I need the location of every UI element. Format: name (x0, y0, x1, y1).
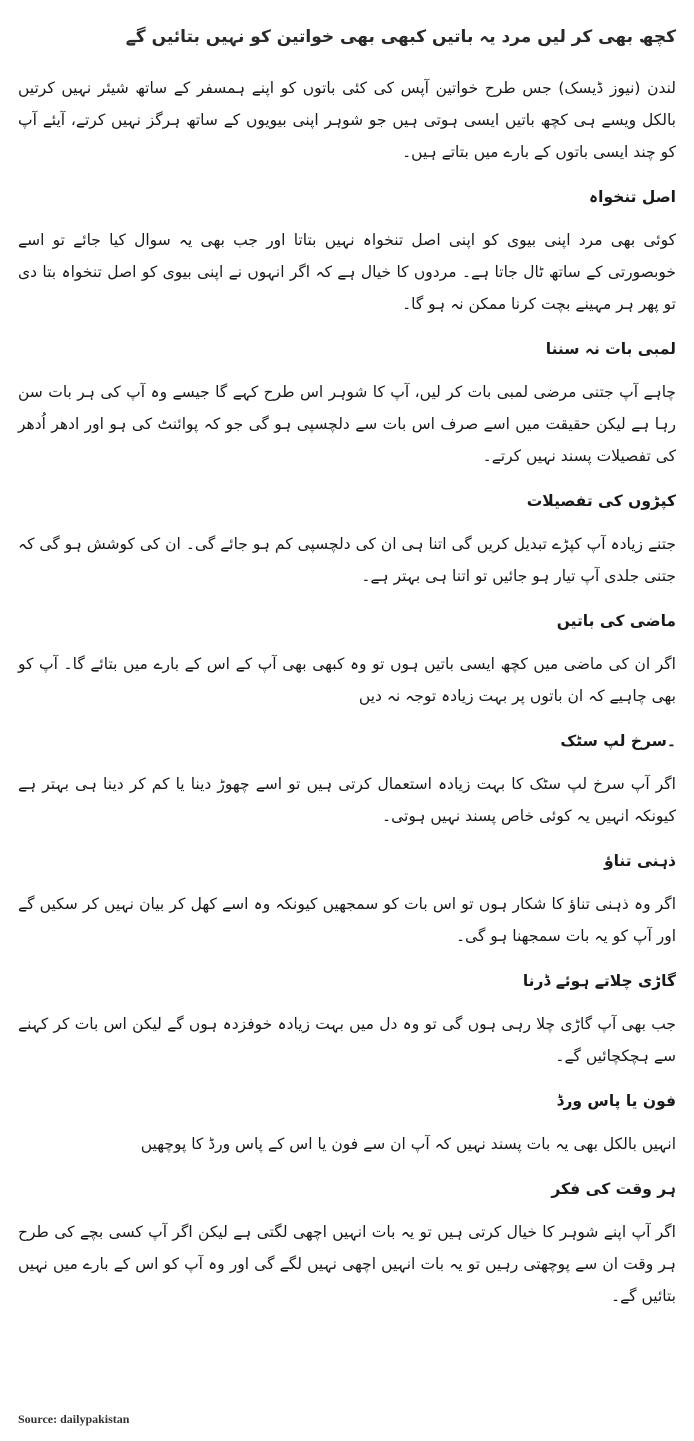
section-body: جب بھی آپ گاڑی چلا رہی ہوں گی تو وہ دل میں بہت زیادہ خوفزدہ ہوں گے لیکن اس بات کر کہنے سے ہچکچائیں گے۔ (18, 1015, 676, 1065)
section-heading: لمبی بات نہ سننا (545, 340, 676, 358)
section-driving (18, 966, 676, 1072)
section-heading: فون یا پاس ورڈ (556, 1092, 676, 1110)
section-heading: ۔سرخ لپ سٹک (560, 732, 676, 750)
section-clothes (18, 486, 676, 592)
section-phone-password (18, 1086, 676, 1160)
section-body: اگر ان کی ماضی میں کچھ ایسی باتیں ہوں تو وہ کبھی بھی آپ کے اس کے بارے میں بتائے گا۔ آپ کو بھی چاہیے کہ ان باتوں پر بہت زیادہ توجہ نہ دیں (18, 655, 676, 705)
section-heading: ماضی کی باتیں (556, 612, 676, 630)
section-body: اگر آپ سرخ لپ سٹک کا بہت زیادہ استعمال کرتی ہیں تو اسے چھوڑ دینا یا کم کر دینا ہی بہتر ہے کیونکہ انہیں یہ کوئی خاص پسند نہیں ہوتی۔ (18, 775, 676, 825)
section-heading: ہر وقت کی فکر (551, 1180, 676, 1198)
section-body: کوئی بھی مرد اپنی بیوی کو اپنی اصل تنخواہ نہیں بتاتا اور جب بھی یہ سوال کیا جائے تو اسے خوبصورتی کے ساتھ ٹال جاتا ہے۔ مردوں کا خیال ہے کہ اگر انہوں نے اپنی بیوی کو اصل تنخواہ بتا دی تو پھر ہر مہینے بچت کرنا ممکن نہ ہو گا۔ (18, 231, 676, 313)
section-heading: گاڑی چلاتے ہوئے ڈرنا (522, 972, 676, 990)
article-title: کچھ بھی کر لیں مرد یہ باتیں کبھی بھی خواتین کو نہیں بتائیں گے (125, 27, 676, 47)
section-body: جتنے زیادہ آپ کپڑے تبدیل کریں گی اتنا ہی ان کی دلچسپی کم ہو جائے گی۔ ان کی کوشش ہو گی کہ جتنی جلدی آپ تیار ہو جائیں تو اتنا ہی بہتر ہے۔ (18, 535, 676, 585)
source-credit: Source: dailypakistan (18, 1412, 130, 1426)
article-intro: لندن (نیوز ڈیسک) جس طرح خواتین آپس کی کئی باتوں کو اپنے ہمسفر کے ساتھ شیئر نہیں کرتیں بالکل ویسے ہی کچھ باتیں ایسی ہوتی ہیں جو شوہر اپنی بیویوں کے ساتھ ہرگز نہیں کرتے، آیئے آپ کو چند ایسی باتوں کے بارے میں بتاتے ہیں۔ (18, 79, 676, 161)
section-lipstick (18, 726, 676, 832)
section-constant-worry (18, 1174, 676, 1312)
section-salary (18, 182, 676, 320)
section-body: اگر آپ اپنے شوہر کا خیال کرتی ہیں تو یہ بات انہیں اچھی لگتی ہے لیکن اگر آپ کسی بچے کی طرح ہر وقت ان سے پوچھتی رہیں تو یہ بات انہیں اچھی نہیں لگے گی اور وہ آپ کو اس کے بارے میں نہیں بتائیں گے۔ (18, 1223, 676, 1305)
section-body: انہیں بالکل بھی یہ بات پسند نہیں کہ آپ ان سے فون یا اس کے پاس ورڈ کا پوچھیں (140, 1135, 676, 1153)
section-heading: اصل تنخواہ (589, 188, 676, 206)
section-stress (18, 846, 676, 952)
section-body: اگر وہ ذہنی تناﺅ کا شکار ہوں تو اس بات کو سمجھیں کیونکہ وہ اسے کھل کر بیان نہیں کر سکیں گے اور آپ کو یہ بات سمجھنا ہو گی۔ (18, 895, 676, 945)
section-body: چاہے آپ جتنی مرضی لمبی بات کر لیں، آپ کا شوہر اس طرح کہے گا جیسے وہ آپ کی ہر بات سن رہا ہے لیکن حقیقت میں اسے صرف اس بات سے دلچسپی ہو گی جو کہ پوائنٹ کی ہو اور ادھر اُدھر کی تفصیلات پسند نہیں کرتے۔ (18, 383, 676, 465)
section-long-talk (18, 334, 676, 472)
section-heading: کپڑوں کی تفصیلات (526, 492, 676, 510)
section-heading: ذہنی تناﺅ (603, 852, 676, 870)
article (18, 0, 676, 1316)
section-past (18, 606, 676, 712)
